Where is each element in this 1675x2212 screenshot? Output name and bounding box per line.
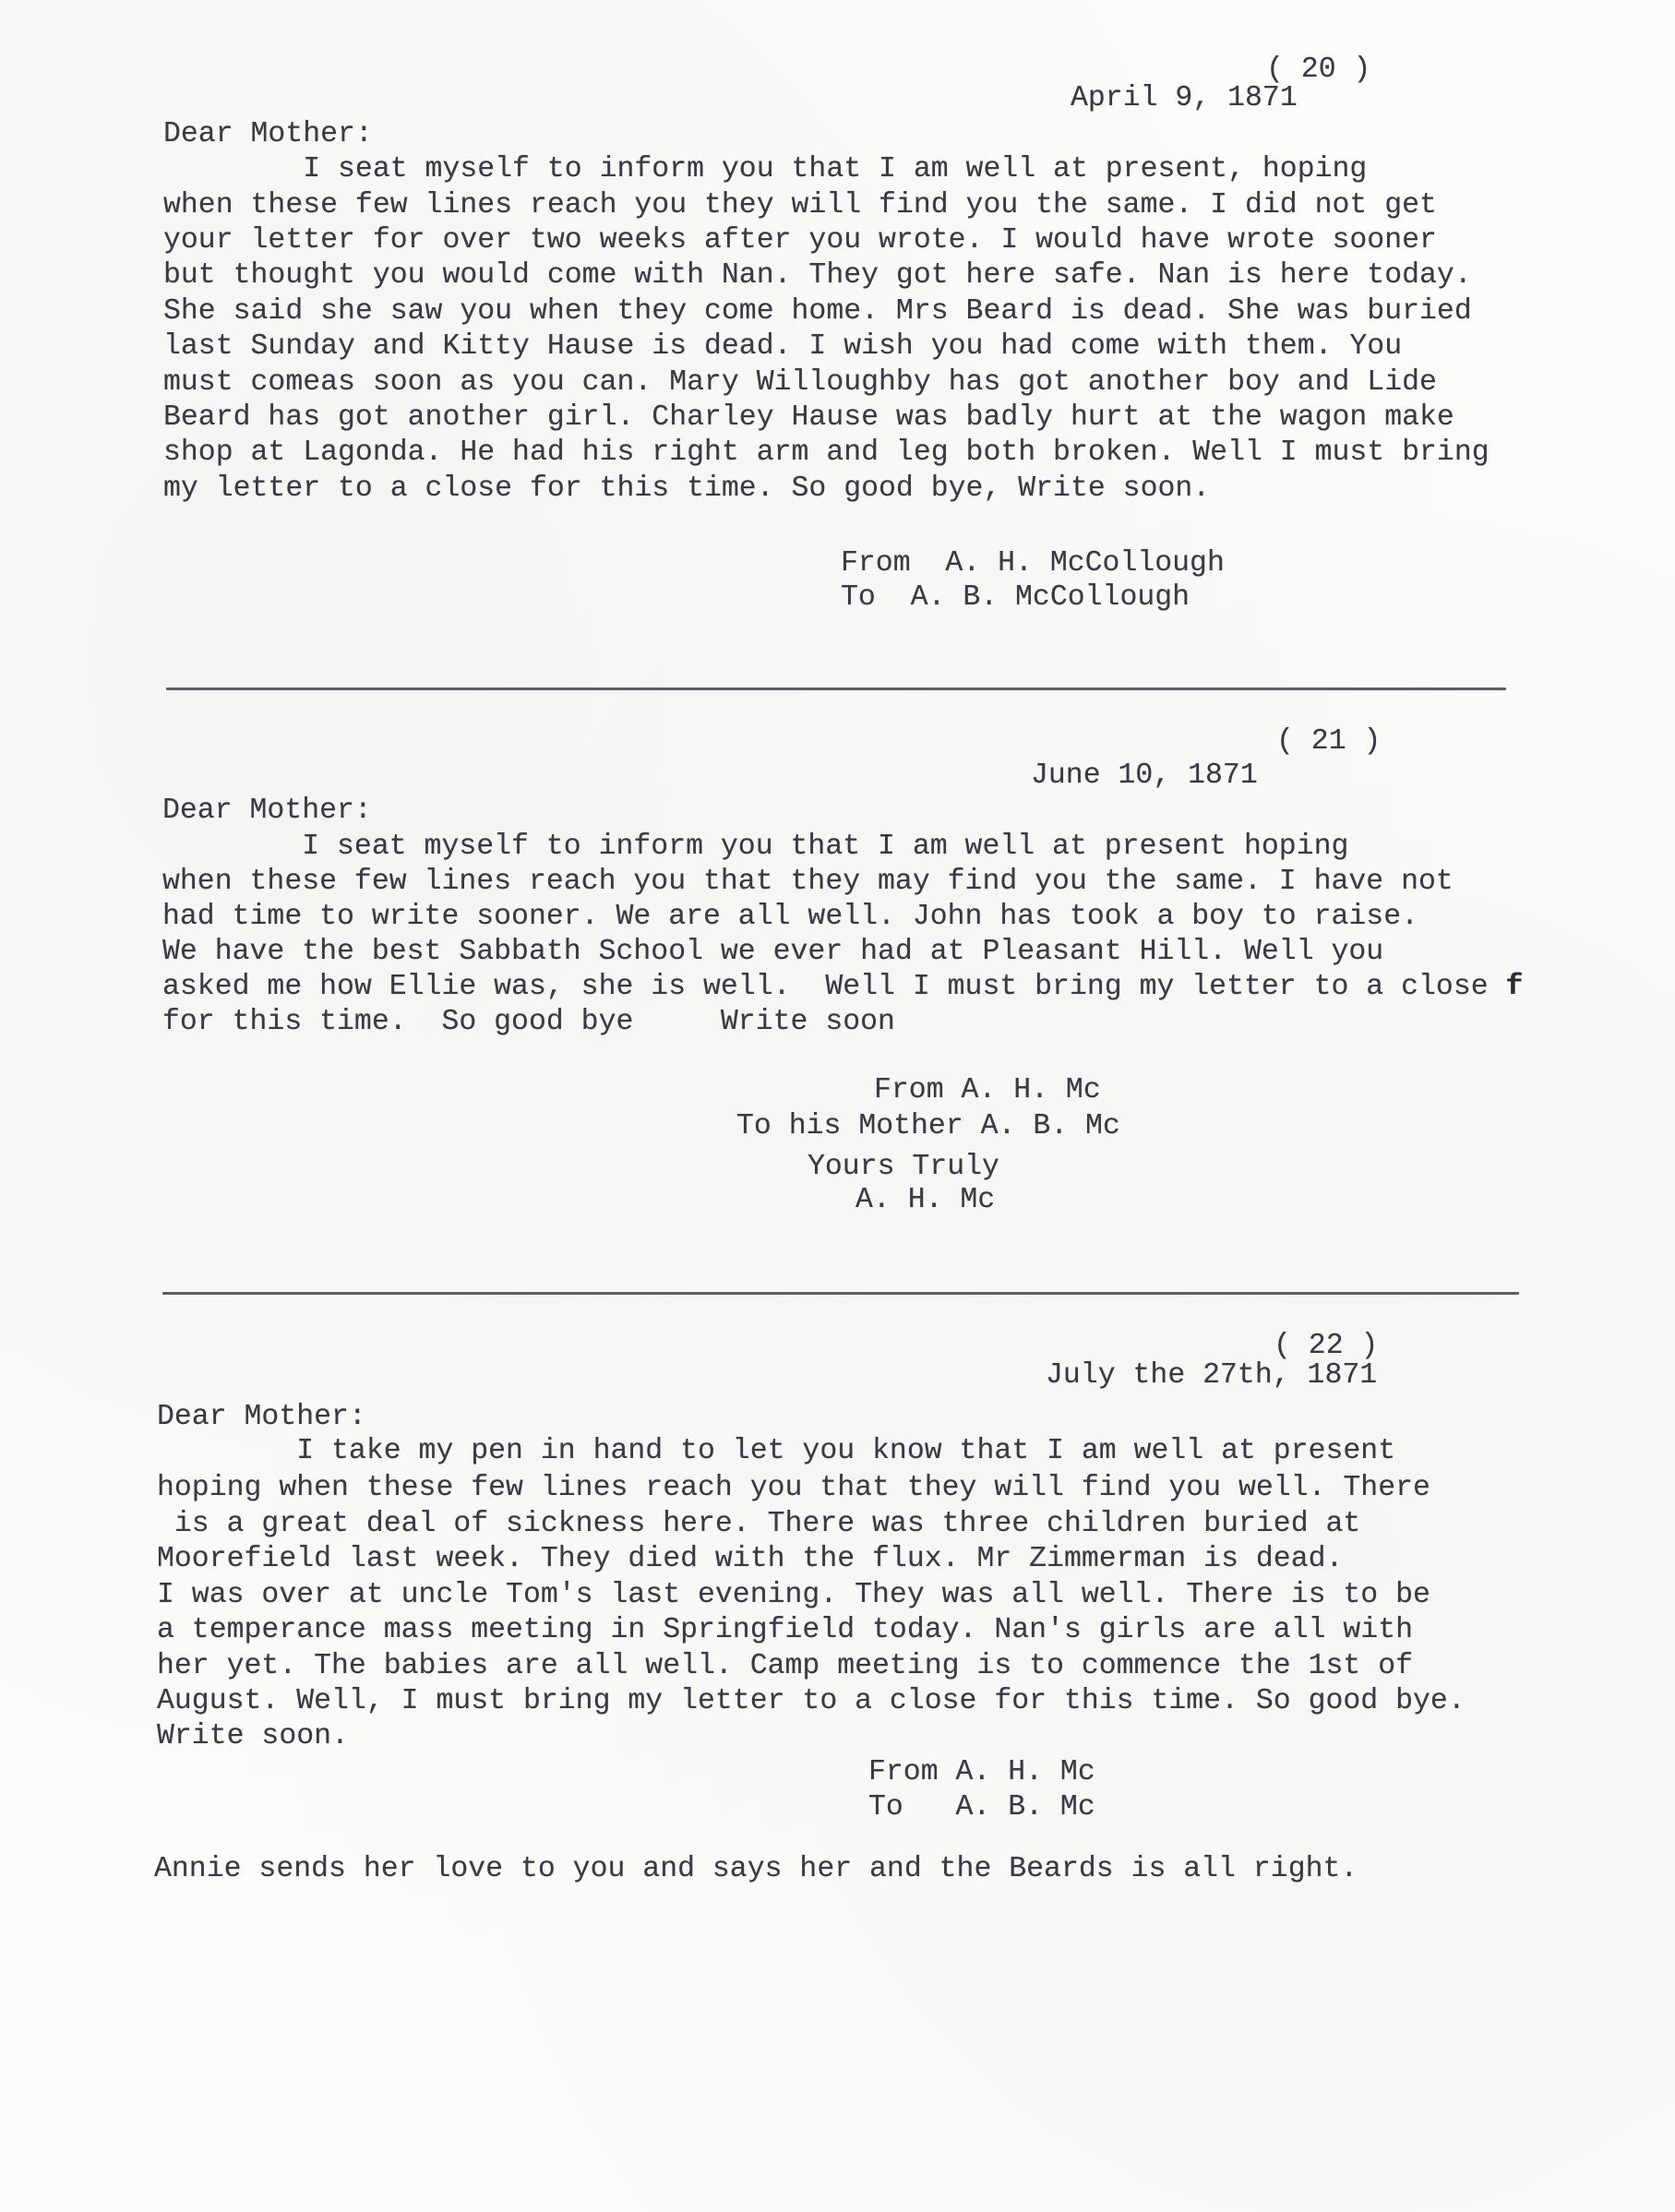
body-line: I seat myself to inform you that I am well at present, hoping [163, 153, 1368, 185]
body-line [162, 970, 1523, 1006]
signature-from: From A. H. Mc [874, 1074, 1101, 1106]
body-line: my letter to a close for this time. So good bye, Write soon. [163, 472, 1211, 505]
letter-date: April 9, 1871 [1071, 82, 1298, 114]
overstruck-char: f [1505, 971, 1524, 1003]
postscript: Annie sends her love to you and says her and the Beards is all right. [154, 1853, 1358, 1885]
body-line: had time to write sooner. We are all well. John has took a boy to raise. [162, 901, 1419, 933]
body-line: August. Well, I must bring my letter to a close for this time. So good bye. [157, 1685, 1466, 1717]
signature-to: To A. B. Mc [868, 1791, 1095, 1823]
signature-from: From A. H. Mc [868, 1756, 1095, 1788]
signature-name: A. H. Mc [855, 1184, 996, 1216]
letter-date: July the 27th, 1871 [1046, 1359, 1378, 1392]
body-line: hoping when these few lines reach you that they will find you well. There [157, 1472, 1430, 1504]
salutation: Dear Mother: [163, 118, 373, 150]
body-line: when these few lines reach you that they may find you the same. I have not [162, 866, 1454, 898]
signature-to: To his Mother A. B. Mc [736, 1110, 1120, 1142]
body-line: a temperance mass meeting in Springfield today. Nan's girls are all with [157, 1614, 1414, 1646]
body-line: We have the best Sabbath School we ever had at Pleasant Hill. Well you [162, 936, 1384, 968]
body-line: I seat myself to inform you that I am well at present hoping [162, 831, 1349, 863]
body-line: last Sunday and Kitty Hause is dead. I wish you had come with them. You [163, 330, 1403, 363]
body-line: but thought you would come with Nan. They got here safe. Nan is here today. [163, 259, 1472, 292]
signature-from: From A. H. McCollough [841, 547, 1225, 580]
letter-date: June 10, 1871 [1031, 759, 1258, 792]
divider-rule [166, 688, 1506, 690]
divider-rule [162, 1292, 1519, 1295]
body-line: I take my pen in hand to let you know that I am well at present [157, 1435, 1396, 1467]
body-line: Moorefield last week. They died with the flux. Mr Zimmerman is dead. [157, 1543, 1344, 1575]
body-line: Beard has got another girl. Charley Hause was badly hurt at the wagon make [163, 401, 1454, 434]
body-line: your letter for over two weeks after you wrote. I would have wrote sooner [163, 224, 1437, 257]
signature-closing: Yours Truly [808, 1151, 999, 1183]
letter-number: ( 22 ) [1274, 1330, 1379, 1362]
body-line: I was over at uncle Tom's last evening. They was all well. There is to be [157, 1579, 1430, 1611]
body-line: shop at Lagonda. He had his right arm and leg both broken. Well I must bring [163, 436, 1490, 469]
body-line: She said she saw you when they come home. Mrs Beard is dead. She was buried [163, 295, 1472, 328]
signature-to: To A. B. McCollough [841, 581, 1190, 614]
body-line: Write soon. [157, 1720, 349, 1752]
salutation: Dear Mother: [162, 795, 372, 827]
body-line: for this time. So good bye Write soon [162, 1006, 895, 1038]
body-line: is a great deal of sickness here. There was three children buried at [157, 1508, 1361, 1540]
body-line: when these few lines reach you they will find you the same. I did not get [163, 189, 1437, 221]
body-line: her yet. The babies are all well. Camp meeting is to commence the 1st of [157, 1650, 1414, 1682]
body-line: must comeas soon as you can. Mary Willoughby has got another boy and Lide [163, 366, 1437, 399]
body-line-text: asked me how Ellie was, she is well. Well I must bring my letter to a close [162, 971, 1506, 1003]
letter-number: ( 20 ) [1266, 54, 1371, 86]
letter-number: ( 21 ) [1276, 725, 1382, 758]
salutation: Dear Mother: [157, 1401, 366, 1433]
